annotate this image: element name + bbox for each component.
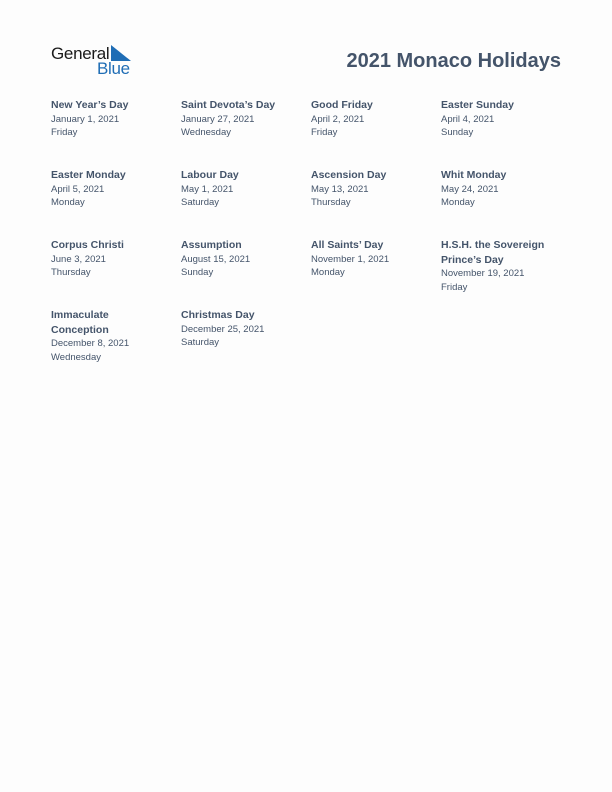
logo-word-blue: Blue — [97, 59, 130, 78]
holiday-item — [311, 168, 429, 210]
holiday-weekday: Saturday — [181, 197, 220, 208]
holiday-date: January 27, 2021 — [181, 113, 255, 125]
holiday-date: May 1, 2021 — [181, 183, 234, 195]
holiday-weekday: Monday — [311, 267, 345, 278]
holiday-weekday: Thursday — [51, 267, 91, 278]
holiday-weekday: Thursday — [311, 197, 351, 208]
holiday-item — [181, 308, 299, 350]
holiday-date: August 15, 2021 — [181, 253, 251, 265]
holiday-weekday: Monday — [441, 197, 475, 208]
holiday-item — [441, 168, 559, 210]
holiday-name: Immaculate Conception — [51, 309, 109, 336]
holiday-item — [51, 238, 169, 280]
holiday-name: New Year’s Day — [51, 99, 129, 111]
holiday-date: April 5, 2021 — [51, 183, 105, 195]
holiday-item — [181, 238, 299, 280]
holiday-name: Easter Monday — [51, 169, 126, 181]
holiday-weekday: Friday — [311, 127, 338, 138]
holiday-name: Whit Monday — [441, 169, 507, 181]
holiday-item — [311, 98, 429, 140]
holiday-weekday: Wednesday — [51, 351, 101, 363]
holiday-name: H.S.H. the Sovereign Prince’s Day — [441, 239, 545, 266]
holiday-name: Labour Day — [181, 169, 239, 181]
holiday-date: May 24, 2021 — [441, 183, 499, 195]
logo-word-general: General — [51, 44, 110, 63]
holiday-item — [51, 98, 169, 140]
holiday-weekday: Saturday — [181, 337, 220, 348]
holiday-item — [311, 238, 429, 280]
holiday-name: Good Friday — [311, 99, 373, 111]
general-blue-logo — [51, 44, 141, 78]
holiday-date: January 1, 2021 — [51, 113, 120, 125]
holiday-item — [441, 238, 559, 294]
holiday-name: Christmas Day — [181, 309, 255, 321]
holiday-weekday: Wednesday — [181, 127, 231, 138]
holiday-item — [441, 98, 559, 140]
page-title: 2021 Monaco Holidays — [346, 50, 561, 72]
holiday-item — [51, 308, 169, 364]
holiday-weekday: Friday — [51, 127, 78, 138]
holiday-name: Ascension Day — [311, 169, 387, 181]
holiday-weekday: Monday — [51, 197, 85, 208]
holiday-name: Assumption — [181, 239, 242, 251]
holiday-date: November 19, 2021 — [441, 268, 525, 279]
holiday-item — [181, 98, 299, 140]
holiday-date: June 3, 2021 — [51, 253, 106, 265]
holiday-date: November 1, 2021 — [311, 253, 390, 265]
holiday-date: April 4, 2021 — [441, 113, 495, 125]
holiday-item — [181, 168, 299, 210]
holiday-name: All Saints’ Day — [311, 239, 384, 251]
holiday-weekday: Friday — [441, 281, 468, 293]
holiday-date: December 8, 2021 — [51, 338, 130, 349]
holiday-date: April 2, 2021 — [311, 113, 365, 125]
holiday-item — [51, 168, 169, 210]
holiday-weekday: Sunday — [181, 267, 214, 278]
holiday-name: Corpus Christi — [51, 239, 124, 251]
holiday-date: December 25, 2021 — [181, 323, 265, 335]
holiday-name: Saint Devota’s Day — [181, 99, 276, 111]
holiday-weekday: Sunday — [441, 127, 474, 138]
holiday-date: May 13, 2021 — [311, 183, 369, 195]
holiday-name: Easter Sunday — [441, 99, 514, 111]
